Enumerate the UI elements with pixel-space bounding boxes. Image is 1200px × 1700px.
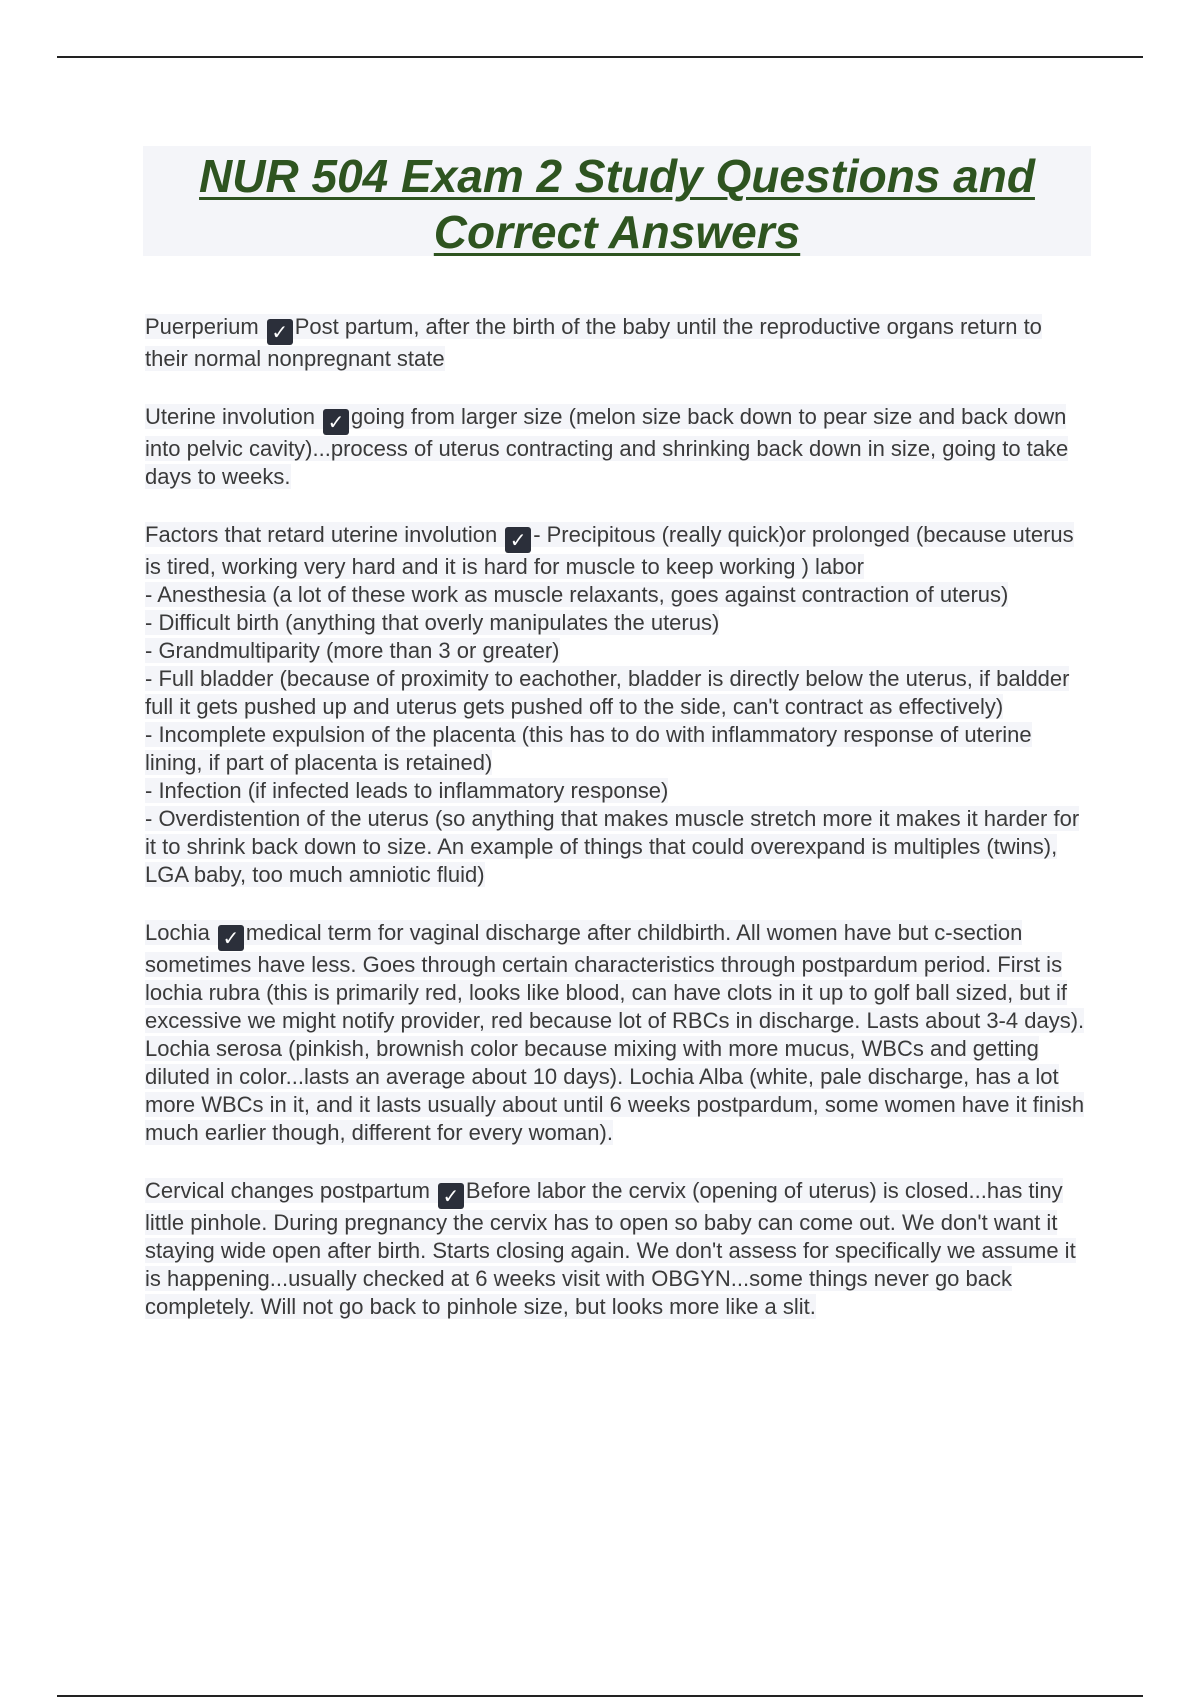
top-divider xyxy=(57,56,1143,58)
qa-answer: Post partum, after the birth of the baby until the reproductive organs return to their normal nonpregnant state xyxy=(145,314,1042,371)
qa-term: Factors that retard uterine involution xyxy=(145,522,498,547)
qa-list xyxy=(145,313,1085,1351)
qa-answer: Before labor the cervix (opening of uterus) is closed...has tiny little pinhole. During pregnancy the cervix has to open so baby can come out. We don't want it staying wide open after birth. Starts closing again. We don't assess for specifically we assume it is happening...usually checked at 6 weeks visit with OBGYN...some things never go back completely. Will not go back to pinhole size, but looks more like a slit. xyxy=(145,1178,1076,1319)
qa-entry-retard-factors xyxy=(145,521,1085,889)
qa-answer: - Difficult birth (anything that overly manipulates the uterus) xyxy=(145,610,720,635)
qa-line xyxy=(145,805,1085,889)
qa-answer: - Overdistention of the uterus (so anything that makes muscle stretch more it makes it harder for it to shrink back down to size. An example of things that could overexpand is multiples (twins), LGA baby, too much amniotic fluid) xyxy=(145,806,1080,887)
qa-line xyxy=(145,609,1085,637)
qa-answer: - Full bladder (because of proximity to eachother, bladder is directly below the uterus, if baldder full it gets pushed up and uterus gets pushed off to the side, can't contract as effectively) xyxy=(145,666,1070,719)
check-icon: ✓ xyxy=(323,409,349,435)
qa-line xyxy=(145,919,1085,1147)
title-banner xyxy=(143,146,1091,256)
qa-term: Puerperium xyxy=(145,314,259,339)
qa-term: Cervical changes postpartum xyxy=(145,1178,430,1203)
qa-answer: - Incomplete expulsion of the placenta (this has to do with inflammatory response of uterine lining, if part of placenta is retained) xyxy=(145,722,1032,775)
check-icon: ✓ xyxy=(505,527,531,553)
qa-line xyxy=(145,1177,1085,1321)
qa-line xyxy=(145,777,1085,805)
qa-answer: - Infection (if infected leads to inflammatory response) xyxy=(145,778,669,803)
qa-entry-uterine-involution xyxy=(145,403,1085,491)
qa-entry-lochia xyxy=(145,919,1085,1147)
qa-answer: - Anesthesia (a lot of these work as muscle relaxants, goes against contraction of uterus) xyxy=(145,582,1009,607)
qa-entry-cervical-changes xyxy=(145,1177,1085,1321)
check-icon: ✓ xyxy=(438,1183,464,1209)
qa-answer: going from larger size (melon size back down to pear size and back down into pelvic cavity)...process of uterus contracting and shrinking back down in size, going to take days to weeks. xyxy=(145,404,1069,489)
bottom-divider xyxy=(57,1695,1143,1697)
qa-term: Uterine involution xyxy=(145,404,315,429)
qa-answer: medical term for vaginal discharge after childbirth. All women have but c-section sometimes have less. Goes through certain characteristics through postpardum period. First is lochia rubra (this is primarily red, looks like blood, can have clots in it up to golf ball sized, but if excessive we might notify provider, red because lot of RBCs in discharge. Lasts about 3-4 days). Lochia serosa (pinkish, brownish color because mixing with more mucus, WBCs and getting diluted in color...lasts an average about 10 days). Lochia Alba (white, pale discharge, has a lot more WBCs in it, and it lasts usually about until 6 weeks postpardum, some women have it finish much earlier though, different for every woman). xyxy=(145,920,1085,1145)
qa-answer: - Precipitous (really quick)or prolonged (because uterus is tired, working very hard and it is hard for muscle to keep working ) labor xyxy=(145,522,1074,579)
qa-line xyxy=(145,721,1085,777)
qa-line xyxy=(145,665,1085,721)
qa-answer: - Grandmultiparity (more than 3 or greater) xyxy=(145,638,560,663)
qa-line xyxy=(145,637,1085,665)
qa-line xyxy=(145,581,1085,609)
qa-term: Lochia xyxy=(145,920,210,945)
qa-line xyxy=(145,521,1085,581)
page-title: NUR 504 Exam 2 Study Questions and Correct Answers xyxy=(199,150,1035,258)
qa-line xyxy=(145,313,1085,373)
check-icon: ✓ xyxy=(267,319,293,345)
check-icon: ✓ xyxy=(218,925,244,951)
qa-entry-puerperium xyxy=(145,313,1085,373)
qa-line xyxy=(145,403,1085,491)
